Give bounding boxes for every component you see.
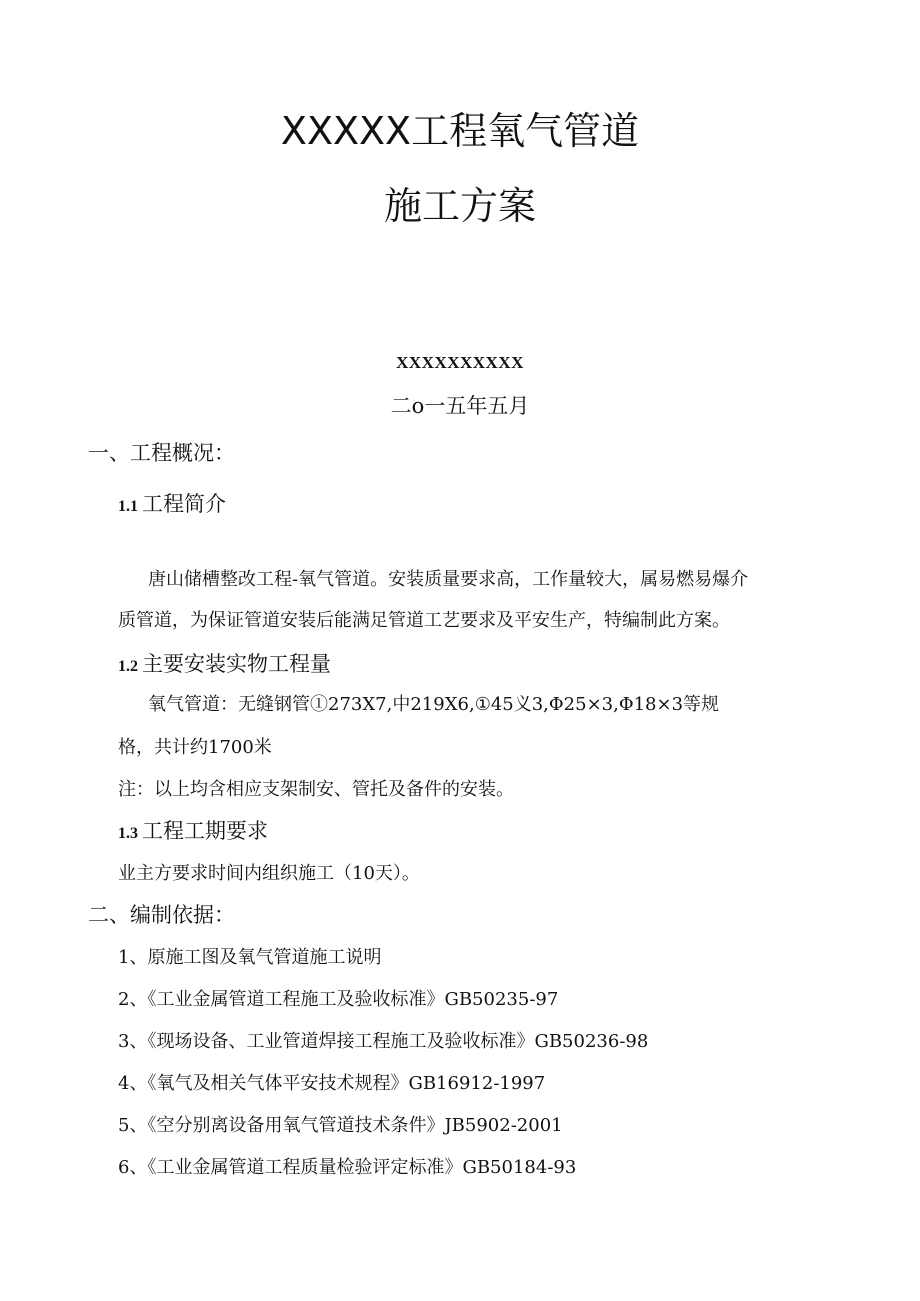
document-title-line-2: 施工方案 [383, 184, 536, 228]
document-title-line-1: XXXXX工程氧气管道 [280, 109, 640, 153]
subsection-number: 1.2 [118, 658, 138, 675]
subsection-title: 工程工期要求 [142, 819, 268, 843]
quantity-note: 注：以上均含相应支架制安、管托及备件的安装。 [118, 779, 514, 800]
schedule-text: 业主方要求时间内组织施工（10天）。 [118, 863, 420, 884]
subsection-number: 1.3 [118, 825, 138, 842]
subsection-1-3-heading [118, 815, 268, 845]
section-2-heading: 二、编制依据： [88, 903, 235, 927]
paragraph-line: 质管道，为保证管道安装后能满足管道工艺要求及平安生产，特编制此方案。 [118, 610, 730, 631]
section-1-heading: 一、工程概况： [88, 441, 235, 465]
basis-list-item: 3、《现场设备、工业管道焊接工程施工及验收标准》GB50236-98 [118, 1031, 649, 1052]
basis-list-item: 5、《空分别离设备用氧气管道技术条件》JB5902-2001 [118, 1115, 563, 1136]
basis-list-item: 4、《氧气及相关气体平安技术规程》GB16912-1997 [118, 1073, 546, 1094]
subsection-number: 1.1 [118, 498, 138, 515]
basis-list-item: 1、原施工图及氧气管道施工说明 [118, 947, 382, 968]
subsection-1-2-heading [118, 648, 331, 678]
basis-list-item: 6、《工业金属管道工程质量检验评定标准》GB50184-93 [118, 1157, 577, 1178]
basis-list-item: 2、《工业金属管道工程施工及验收标准》GB50235-97 [118, 989, 559, 1010]
quantity-line: 格，共计约1700米 [118, 737, 272, 758]
subsection-1-1-heading [118, 488, 226, 518]
subsection-title: 工程简介 [142, 492, 226, 516]
document-date: 二o一五年五月 [390, 394, 530, 418]
company-name: XXXXXXXXXX [396, 353, 524, 372]
paragraph-line: 唐山储槽整改工程-氧气管道。安装质量要求高，工作量较大，属易燃易爆介 [148, 569, 749, 590]
subsection-title: 主要安装实物工程量 [142, 652, 331, 676]
quantity-line: 氧气管道：无缝钢管①273X7,中219X6,①45义3,Φ25×3,Φ18×3等规 [148, 694, 720, 715]
